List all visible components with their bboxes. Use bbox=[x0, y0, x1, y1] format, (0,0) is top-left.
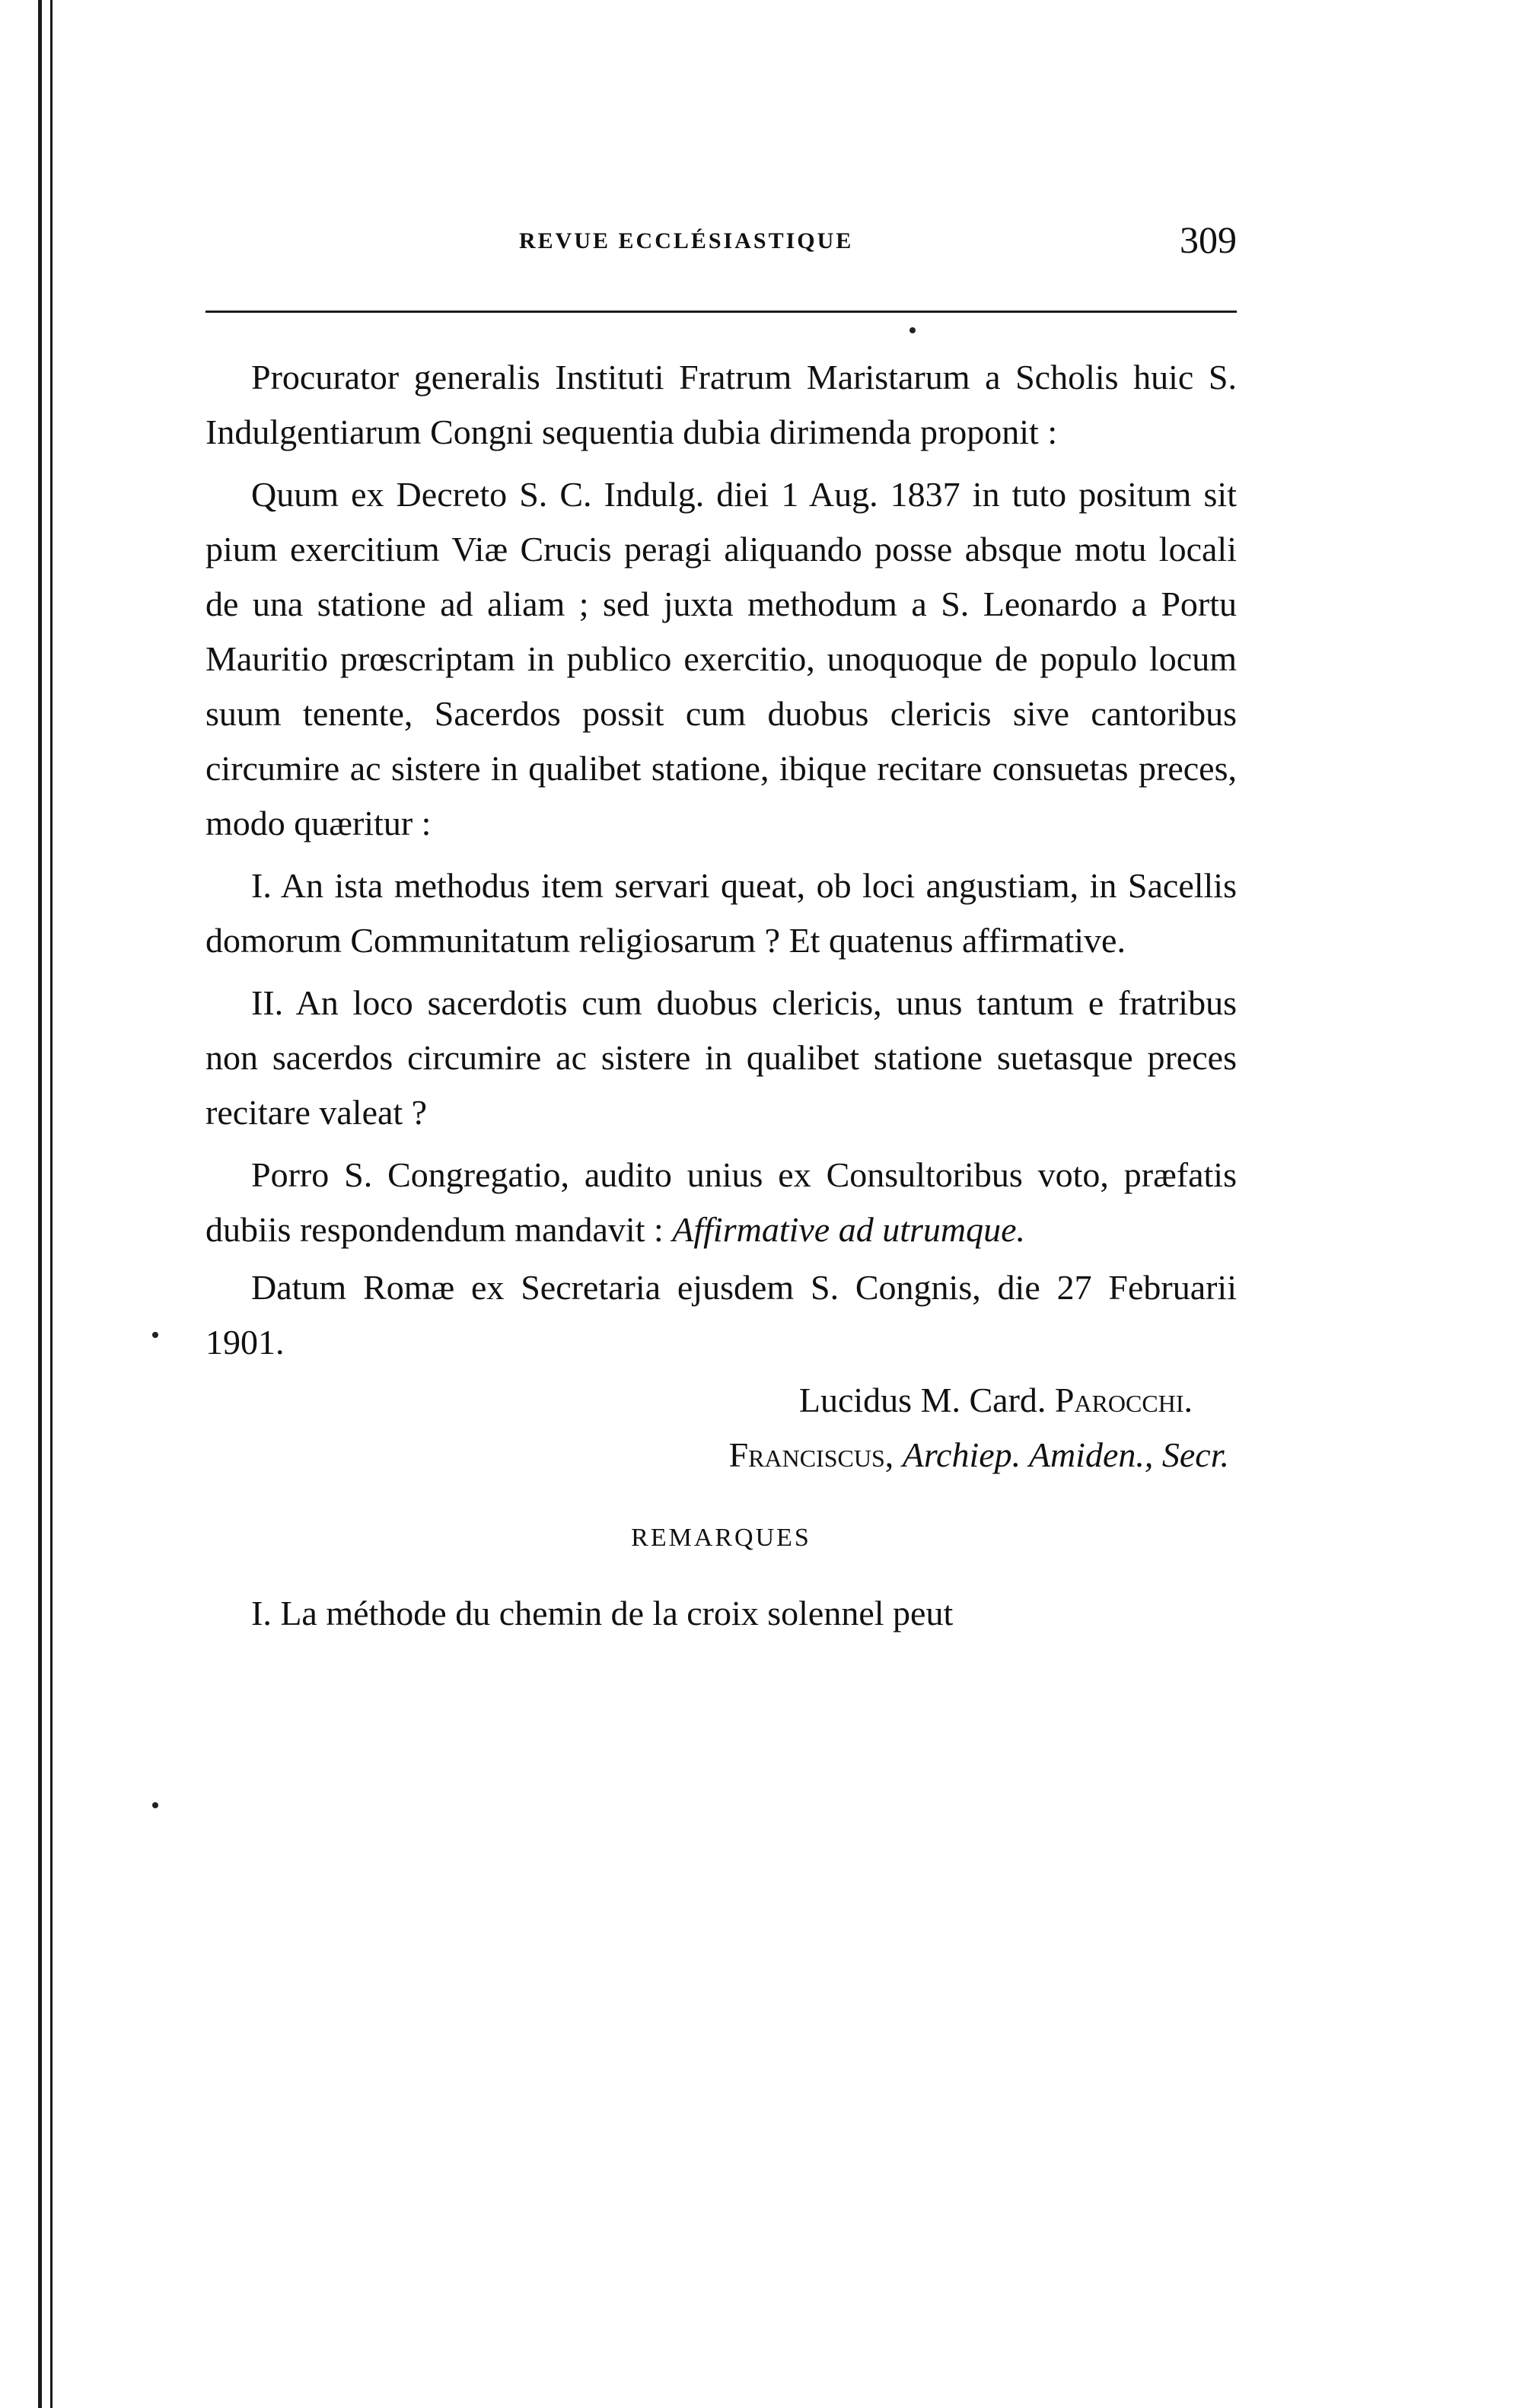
paragraph-remark-1: I. La méthode du chemin de la croix solennel peut bbox=[251, 1594, 954, 1632]
signature-cardinal-surname: Parocchi. bbox=[1054, 1381, 1193, 1419]
ink-speck bbox=[909, 327, 916, 333]
page-header bbox=[205, 218, 1237, 271]
page-body bbox=[205, 350, 1237, 1648]
section-heading: REMARQUES bbox=[631, 1524, 811, 1552]
signature-secretary bbox=[205, 1428, 1237, 1483]
signature-cardinal bbox=[205, 1373, 1237, 1428]
paragraph-petition: Procurator generalis Instituti Fratrum Maristarum a Scholis huic S. Indulgentiarum Congni sequentia dubia dirimenda proponit : bbox=[205, 358, 1237, 451]
binding-line-outer bbox=[38, 0, 42, 2408]
running-title: REVUE ECCLÉSIASTIQUE bbox=[519, 228, 854, 253]
response-italic: Affirmative ad utrumque. bbox=[672, 1210, 1026, 1249]
ink-speck bbox=[152, 1802, 158, 1808]
paragraph-response bbox=[205, 1148, 1237, 1257]
header-rule bbox=[205, 311, 1237, 313]
signature-cardinal-name: Lucidus M. Card. bbox=[798, 1381, 1046, 1419]
paragraph-question-1: I. An ista methodus item servari queat, ob loci angustiam, in Sacellis domorum Communitatum religiosarum ? Et quatenus affirmative. bbox=[205, 866, 1237, 960]
paragraph-question-2: II. An loco sacerdotis cum duobus clericis, unus tantum e fratribus non sacerdos circumire ac sistere in qualibet statione suetasque preces recitare valeat ? bbox=[205, 983, 1237, 1132]
signature-secretary-title: Archiep. Amiden., Secr. bbox=[902, 1435, 1229, 1474]
ink-speck bbox=[152, 1332, 158, 1338]
response-text: Porro S. Congregatio, audito unius ex Consultoribus voto, præfatis dubiis respondendum mandavit : bbox=[205, 1155, 1237, 1249]
paragraph-datum: Datum Romæ ex Secretaria ejusdem S. Congnis, die 27 Februarii 1901. bbox=[205, 1268, 1237, 1362]
paragraph-decree: Quum ex Decreto S. C. Indulg. diei 1 Aug. 1837 in tuto positum sit pium exercitium Viæ Crucis peragi aliquando posse absque motu locali de una statione ad aliam ; sed juxta methodum a S. Leonardo a Portu Mauritio prœscriptam in publico exercitio, unoquoque de populo locum suum tenente, Sacerdos possit cum duobus clericis sive cantoribus circumire ac sistere in qualibet statione, ibique recitare consuetas preces, modo quæritur : bbox=[205, 475, 1237, 842]
binding-line-inner bbox=[50, 0, 53, 2408]
page-number: 309 bbox=[1180, 218, 1237, 261]
signature-secretary-name: Franciscus, bbox=[728, 1435, 894, 1474]
